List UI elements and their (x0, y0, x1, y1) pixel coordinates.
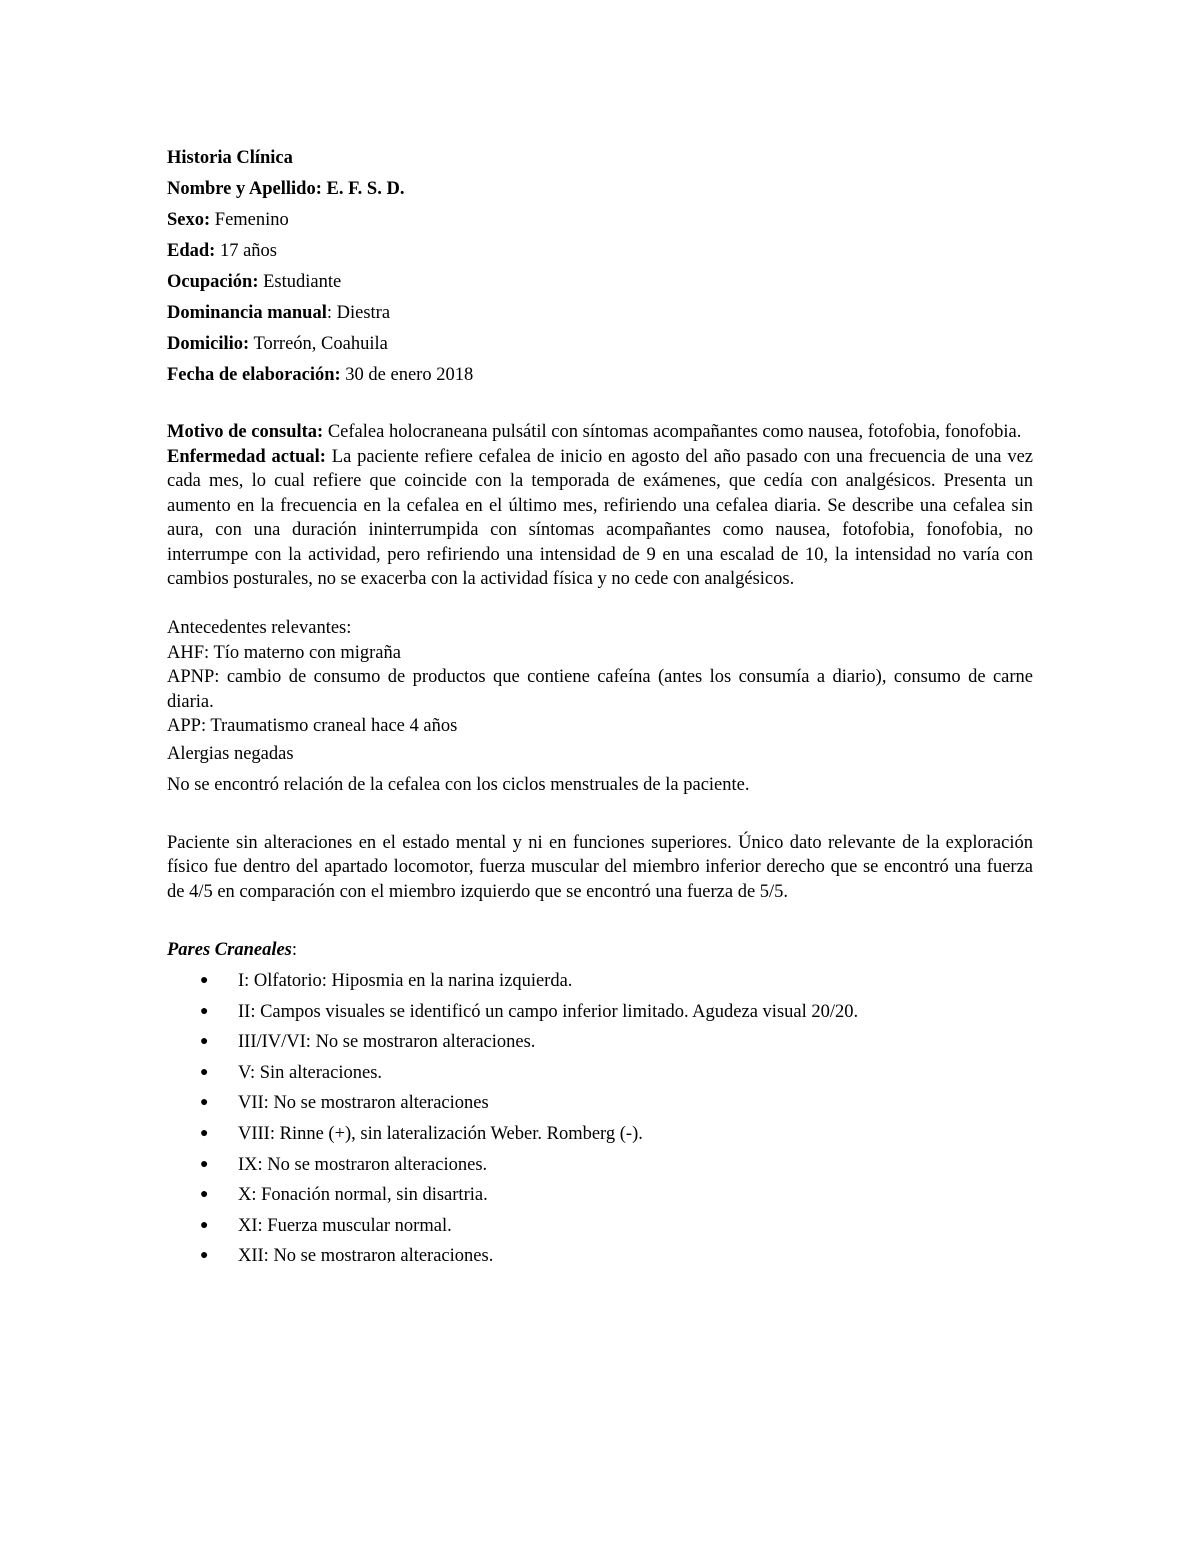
bullet-icon: ● (200, 1003, 209, 1019)
field-domicilio (167, 329, 1033, 360)
list-item-text: XII: No se mostraron alteraciones. (238, 1246, 494, 1267)
antecedentes-app: APP: Traumatismo craneal hace 4 años (167, 716, 458, 736)
exploracion-fisica: Paciente sin alteraciones en el estado mental y ni en funciones superiores. Único dato relevante de la exploración físico fue dentro del apartado locomotor, fuerza muscular del miembro inferior derecho que se encontró una fuerza de 4/5 en comparación con el miembro izquierdo que se encontró una fuerza de 5/5. (167, 832, 1033, 902)
field-edad (167, 236, 1033, 267)
field-label: Ocupación: (167, 272, 259, 292)
field-value: Torreón, Coahuila (253, 334, 388, 354)
list-item (167, 1241, 1033, 1272)
pares-title-text: Pares Craneales (167, 940, 292, 960)
list-item (167, 1058, 1033, 1089)
list-item (167, 1211, 1033, 1242)
bullet-icon: ● (200, 1217, 209, 1233)
field-value: E. F. S. D. (326, 179, 405, 199)
list-item (167, 1150, 1033, 1181)
field-value: Femenino (214, 210, 289, 230)
field-sexo (167, 205, 1033, 236)
list-item-text: III/IV/VI: No se mostraron alteraciones. (238, 1032, 536, 1053)
motivo-consulta (167, 420, 1033, 445)
list-item (167, 1119, 1033, 1150)
enfermedad-text: La paciente refiere cefalea de inicio en agosto del año pasado con una frecuencia de una vez cada mes, lo cual refiere que coincide con la temporada de exámenes, que cedía con analgésicos. Presenta un aumento en la frecuencia en la cefalea en el último mes, refiriendo una cefalea diaria. Se describe una cefalea sin aura, con una duración ininterrumpida con síntomas acompañantes como nausea, fotofobia, fonofobia, no interrumpe con la actividad, pero refiriendo una intensidad de 9 en una escalad de 10, la intensidad no varía con cambios posturales, no se exacerba con la actividad física y no cede con analgésicos. (167, 446, 1034, 589)
field-label: Edad: (167, 241, 216, 261)
list-item-text: I: Olfatorio: Hiposmia en la narina izquierda. (238, 971, 573, 991)
field-value: 17 años (219, 241, 277, 261)
antecedentes-apnp: APNP: cambio de consumo de productos que contiene cafeína (antes los consumía a diario), consumo de carne diaria. (167, 667, 1033, 712)
field-nombre (167, 174, 1033, 205)
field-label: Sexo: (167, 210, 211, 230)
list-item (167, 1088, 1033, 1119)
bullet-icon: ● (200, 1156, 209, 1172)
antecedentes-menstrual: No se encontró relación de la cefalea con los ciclos menstruales de la paciente. (167, 774, 750, 795)
list-item (167, 1180, 1033, 1211)
field-label: Nombre y Apellido: (167, 179, 322, 199)
field-value: Estudiante (263, 272, 342, 292)
list-item-text: II: Campos visuales se identificó un campo inferior limitado. Agudeza visual 20/20. (238, 1001, 859, 1022)
list-item-text: V: Sin alteraciones. (238, 1062, 383, 1083)
field-label: Dominancia manual (167, 303, 327, 323)
bullet-icon: ● (200, 973, 209, 988)
bullet-icon: ● (200, 1034, 209, 1050)
list-item-text: X: Fonación normal, sin disartria. (238, 1185, 488, 1206)
document-content (167, 143, 1033, 1272)
bullet-icon: ● (200, 1187, 209, 1203)
antecedentes-alergias: Alergias negadas (167, 743, 294, 764)
bullet-icon: ● (200, 1125, 209, 1141)
bullet-icon: ● (200, 1064, 209, 1080)
field-value: 30 de enero 2018 (345, 365, 474, 385)
motivo-label: Motivo de consulta: (167, 422, 324, 442)
field-value: Diestra (336, 303, 391, 323)
field-label: Fecha de elaboración: (167, 365, 341, 385)
field-colon: : (326, 303, 332, 323)
list-item (167, 997, 1033, 1028)
list-item (167, 966, 1033, 997)
document-title: Historia Clínica (167, 148, 293, 168)
motivo-text: Cefalea holocraneana pulsátil con síntomas acompañantes como nausea, fotofobia, fonofobia. (327, 422, 1022, 442)
antecedentes-ahf: AHF: Tío materno con migraña (167, 642, 401, 663)
enfermedad-actual (167, 445, 1033, 592)
pares-title (167, 935, 1033, 966)
enfermedad-label: Enfermedad actual: (167, 446, 326, 467)
list-item-text: VIII: Rinne (+), sin lateralización Weber. Romberg (-). (238, 1123, 643, 1144)
pares-title-colon: : (291, 940, 298, 960)
field-fecha (167, 360, 1033, 391)
field-dominancia (167, 298, 1033, 329)
list-item (167, 1027, 1033, 1058)
list-item-text: VII: No se mostraron alteraciones (238, 1093, 489, 1114)
field-ocupacion (167, 267, 1033, 298)
pares-list (167, 966, 1033, 1272)
list-item-text: XI: Fuerza muscular normal. (238, 1215, 452, 1236)
bullet-icon: ● (200, 1095, 209, 1111)
antecedentes-title: Antecedentes relevantes: (167, 618, 352, 638)
list-item-text: IX: No se mostraron alteraciones. (238, 1154, 488, 1175)
bullet-icon: ● (200, 1248, 209, 1264)
field-label: Domicilio: (167, 334, 250, 354)
